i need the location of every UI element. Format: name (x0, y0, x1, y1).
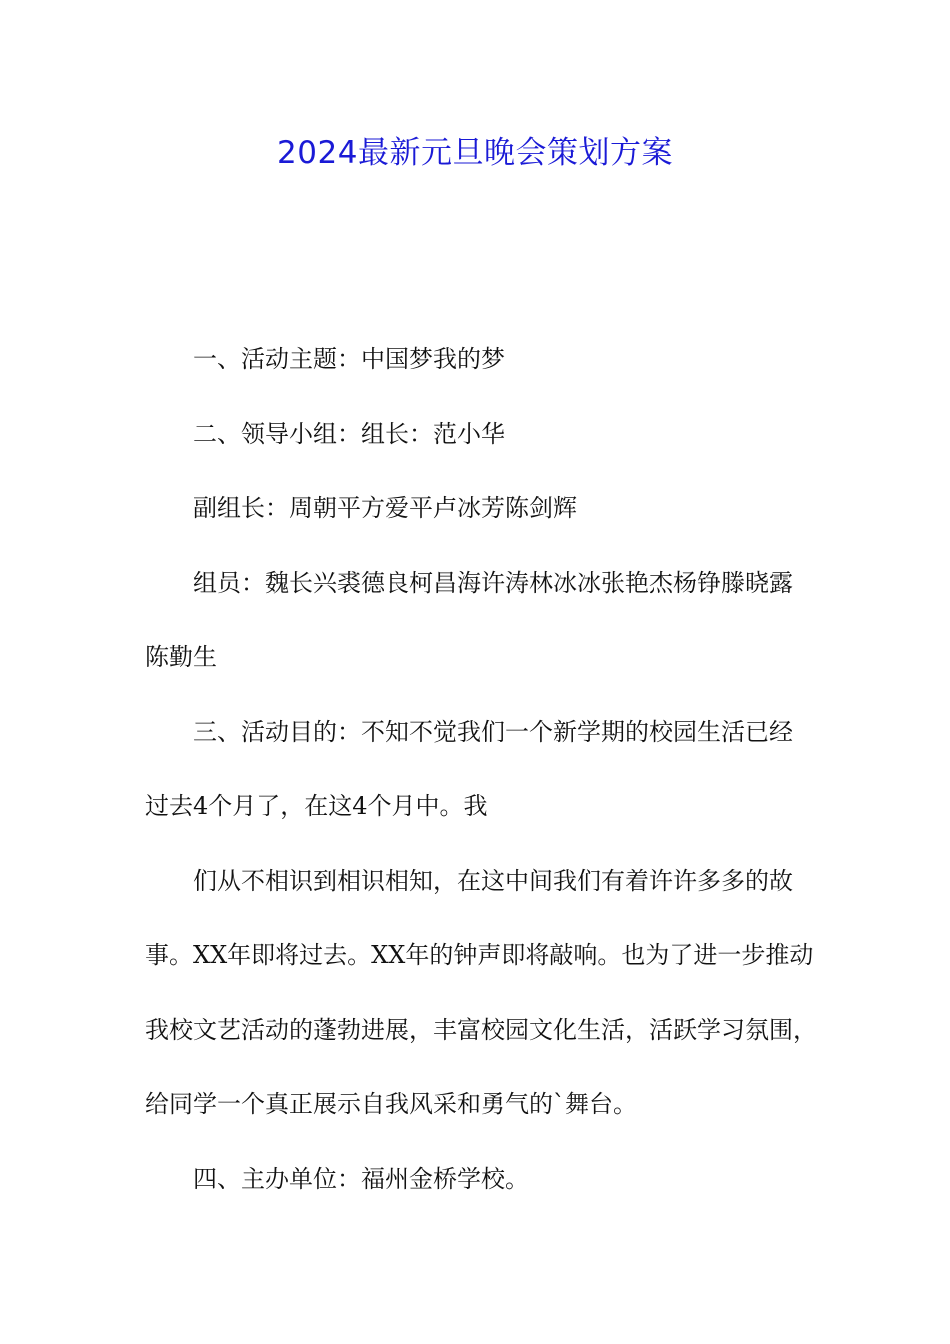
paragraph-activity-purpose-continued: 过去4个月了，在这4个月中。我 (145, 792, 488, 820)
paragraph-activity-theme: 一、活动主题：中国梦我的梦 (193, 345, 505, 373)
paragraph-activity-purpose: 三、活动目的：不知不觉我们一个新学期的校园生活已经 (193, 717, 793, 746)
paragraph-leadership-group: 二、领导小组：组长：范小华 (193, 419, 505, 448)
document-body (145, 335, 817, 1229)
document-title: 2024最新元旦晚会策划方案 (277, 135, 673, 171)
paragraph-organizer: 四、主办单位：福州金桥学校。 (193, 1164, 529, 1193)
paragraph-story-line-4: 给同学一个真正展示自我风采和勇气的`舞台。 (145, 1090, 637, 1118)
paragraph-story-line-1: 们从不相识到相识相知，在这中间我们有着许许多多的故 (193, 866, 793, 895)
paragraph-members: 组员：魏长兴裘德良柯昌海许涛林冰冰张艳杰杨铮滕晓露 (193, 568, 793, 597)
paragraph-deputy-leaders: 副组长：周朝平方爱平卢冰芳陈剑辉 (193, 494, 577, 522)
paragraph-story-line-3: 我校文艺活动的蓬勃进展，丰富校园文化生活，活跃学习氛围， (145, 1015, 817, 1044)
paragraph-story-line-2: 事。XX年即将过去。XX年的钟声即将敲响。也为了进一步推动 (145, 941, 814, 969)
paragraph-members-continued: 陈勤生 (145, 643, 217, 671)
